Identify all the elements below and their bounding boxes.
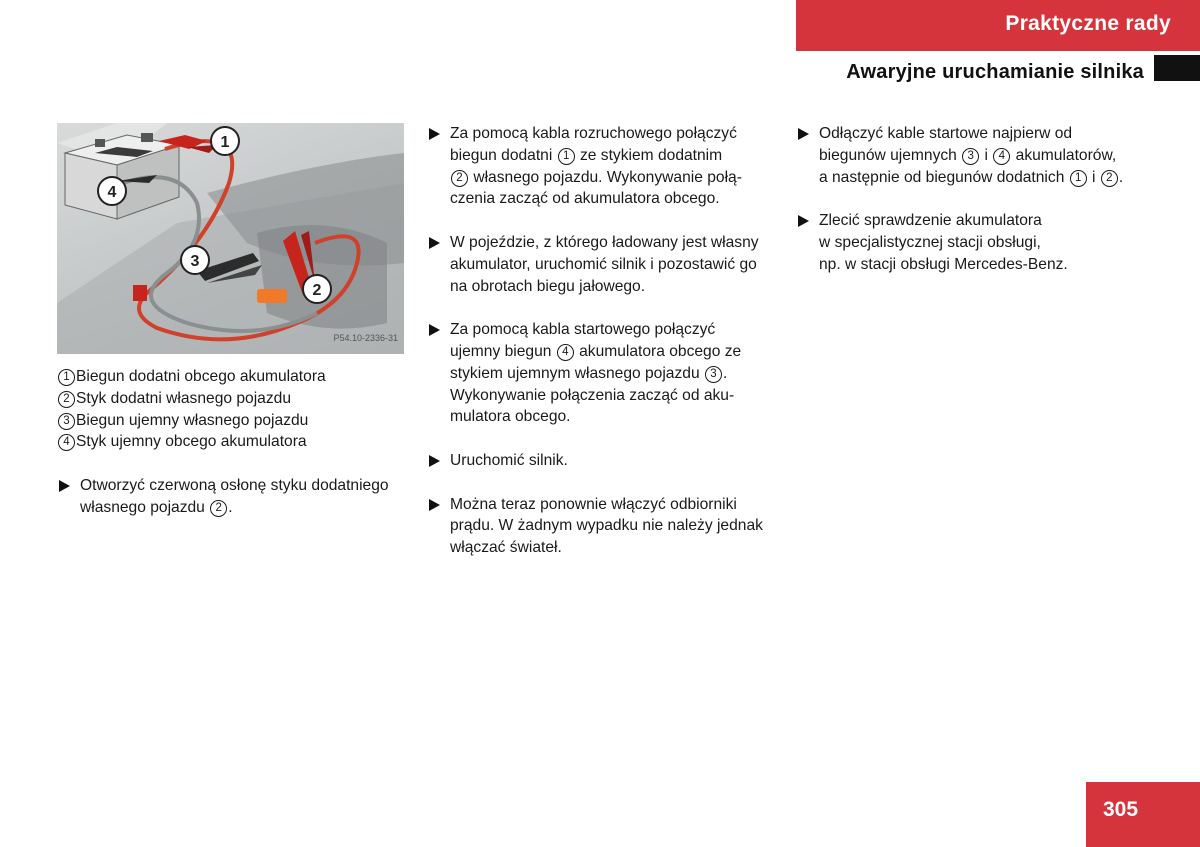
- figure-legend: [57, 366, 412, 453]
- step-text: akumulatorów,: [1011, 146, 1117, 164]
- number-marker: 4: [58, 434, 75, 451]
- step-line: [819, 145, 1151, 167]
- step-line: [450, 363, 782, 385]
- callout-1-label: 1: [220, 134, 230, 151]
- step-text: i: [980, 146, 993, 164]
- step-text: prądu. W żadnym wypadku nie należy jednak: [450, 517, 763, 535]
- legend-item: [57, 410, 412, 432]
- step-line: [450, 406, 782, 428]
- col1-steps: [57, 475, 412, 519]
- callout-1: [211, 127, 239, 155]
- callout-4: [98, 177, 126, 205]
- number-marker: 3: [58, 413, 75, 430]
- step-text: Zlecić sprawdzenie akumulatora: [819, 212, 1042, 230]
- step-line: [450, 188, 782, 210]
- instruction-step: [427, 450, 782, 472]
- step-text: czenia zacząć od akumulatora obcego.: [450, 190, 720, 208]
- title-marker-block: [1154, 55, 1200, 81]
- jump-start-drawing: [57, 123, 404, 354]
- page-number-label: 305: [1103, 798, 1139, 821]
- number-marker: 1: [558, 148, 575, 165]
- step-text: mulatora obcego.: [450, 408, 571, 426]
- subsection-title: Awaryjne uruchamianie silnika: [846, 61, 1144, 83]
- legend-text: Styk ujemny obcego akumulatora: [76, 433, 307, 451]
- number-marker: 2: [451, 170, 468, 187]
- step-text: ujemny biegun: [450, 342, 556, 360]
- step-arrow-icon: [429, 237, 440, 249]
- step-text: w specjalistycznej stacji obsługi,: [819, 233, 1041, 251]
- step-line: [450, 232, 782, 254]
- step-text: Za pomocą kabla rozruchowego połączyć: [450, 125, 737, 142]
- callout-3-label: 3: [190, 253, 200, 270]
- step-arrow-icon: [798, 215, 809, 227]
- number-marker: 2: [1101, 170, 1118, 187]
- step-line: [819, 210, 1151, 232]
- step-line: [450, 494, 782, 516]
- step-text: biegun dodatni: [450, 146, 557, 164]
- step-text: Wykonywanie połączenia zacząć od aku-: [450, 386, 735, 404]
- step-text: np. w stacji obsługi Mercedes-Benz.: [819, 255, 1068, 273]
- step-text: a następnie od biegunów dodatnich: [819, 168, 1069, 186]
- step-text: .: [228, 498, 233, 516]
- number-marker: 2: [210, 500, 227, 517]
- number-marker: 1: [58, 369, 75, 386]
- step-text: W pojeździe, z którego ładowany jest własny: [450, 233, 759, 251]
- step-arrow-icon: [429, 128, 440, 140]
- number-marker: 4: [993, 148, 1010, 165]
- step-line: [819, 123, 1151, 145]
- number-marker: 4: [557, 344, 574, 361]
- step-arrow-icon: [429, 455, 440, 467]
- step-line: [450, 385, 782, 407]
- legend-item: [57, 431, 412, 453]
- instruction-step: [57, 475, 412, 519]
- number-marker: 3: [705, 366, 722, 383]
- section-title: Praktyczne rady: [1005, 12, 1171, 35]
- step-text: własnego pojazdu: [80, 498, 210, 516]
- step-arrow-icon: [429, 324, 440, 336]
- step-line: [819, 167, 1151, 189]
- step-line: [819, 254, 1151, 276]
- number-marker: 3: [962, 148, 979, 165]
- instruction-step: [796, 123, 1151, 188]
- step-text: włączać świateł.: [450, 539, 562, 557]
- instruction-step: [796, 210, 1151, 275]
- instruction-step: [427, 232, 782, 297]
- step-text: i: [1087, 168, 1100, 186]
- step-text: na obrotach biegu jałowego.: [450, 277, 646, 295]
- step-line: [450, 450, 782, 472]
- legend-item: [57, 366, 412, 388]
- right-column: [796, 123, 1151, 297]
- number-marker: 1: [1070, 170, 1087, 187]
- left-column: [57, 123, 412, 540]
- instruction-step: [427, 123, 782, 210]
- step-line: [450, 319, 782, 341]
- step-line: [450, 341, 782, 363]
- section-tab: [796, 0, 1200, 51]
- step-line: [450, 145, 782, 167]
- step-line: [450, 276, 782, 298]
- figure-code: P54.10-2336-31: [333, 333, 398, 344]
- callout-2-label: 2: [312, 282, 322, 299]
- step-arrow-icon: [59, 480, 70, 492]
- step-text: stykiem ujemnym własnego pojazdu: [450, 364, 704, 382]
- step-text: ze stykiem dodatnim: [575, 146, 723, 164]
- page-number: [1086, 782, 1200, 847]
- legend-text: Biegun ujemny własnego pojazdu: [76, 411, 309, 429]
- instruction-step: [427, 319, 782, 428]
- callout-2: [303, 275, 331, 303]
- step-line: [450, 167, 782, 189]
- legend-text: Biegun dodatni obcego akumulatora: [76, 368, 326, 385]
- step-line: [450, 515, 782, 537]
- legend-text: Styk dodatni własnego pojazdu: [76, 389, 291, 407]
- step-line: [450, 254, 782, 276]
- callout-3: [181, 246, 209, 274]
- step-text: akumulator, uruchomić silnik i pozostawić go: [450, 255, 757, 273]
- callout-4-label: 4: [107, 184, 117, 201]
- step-text: biegunów ujemnych: [819, 146, 962, 164]
- step-text: Uruchomić silnik.: [450, 451, 568, 469]
- instruction-step: [427, 494, 782, 559]
- legend-item: [57, 388, 412, 410]
- step-line: [80, 497, 412, 519]
- middle-column: [427, 123, 782, 581]
- step-arrow-icon: [429, 499, 440, 511]
- step-text: Odłączyć kable startowe najpierw od: [819, 125, 1073, 142]
- step-line: [450, 123, 782, 145]
- number-marker: 2: [58, 391, 75, 408]
- step-text: .: [1118, 168, 1124, 186]
- step-text: Można teraz ponownie włączyć odbiorniki: [450, 495, 737, 513]
- step-text: własnego pojazdu. Wykonywanie połą-: [469, 168, 742, 186]
- step-line: [80, 475, 412, 497]
- step-text: Otworzyć czerwoną osłonę styku dodatniego: [80, 476, 389, 494]
- step-arrow-icon: [798, 128, 809, 140]
- step-text: akumulatora obcego ze: [574, 342, 742, 360]
- jump-start-illustration: [57, 123, 404, 354]
- step-line: [819, 232, 1151, 254]
- step-line: [450, 537, 782, 559]
- step-text: .: [722, 364, 728, 382]
- step-text: Za pomocą kabla startowego połączyć: [450, 321, 716, 339]
